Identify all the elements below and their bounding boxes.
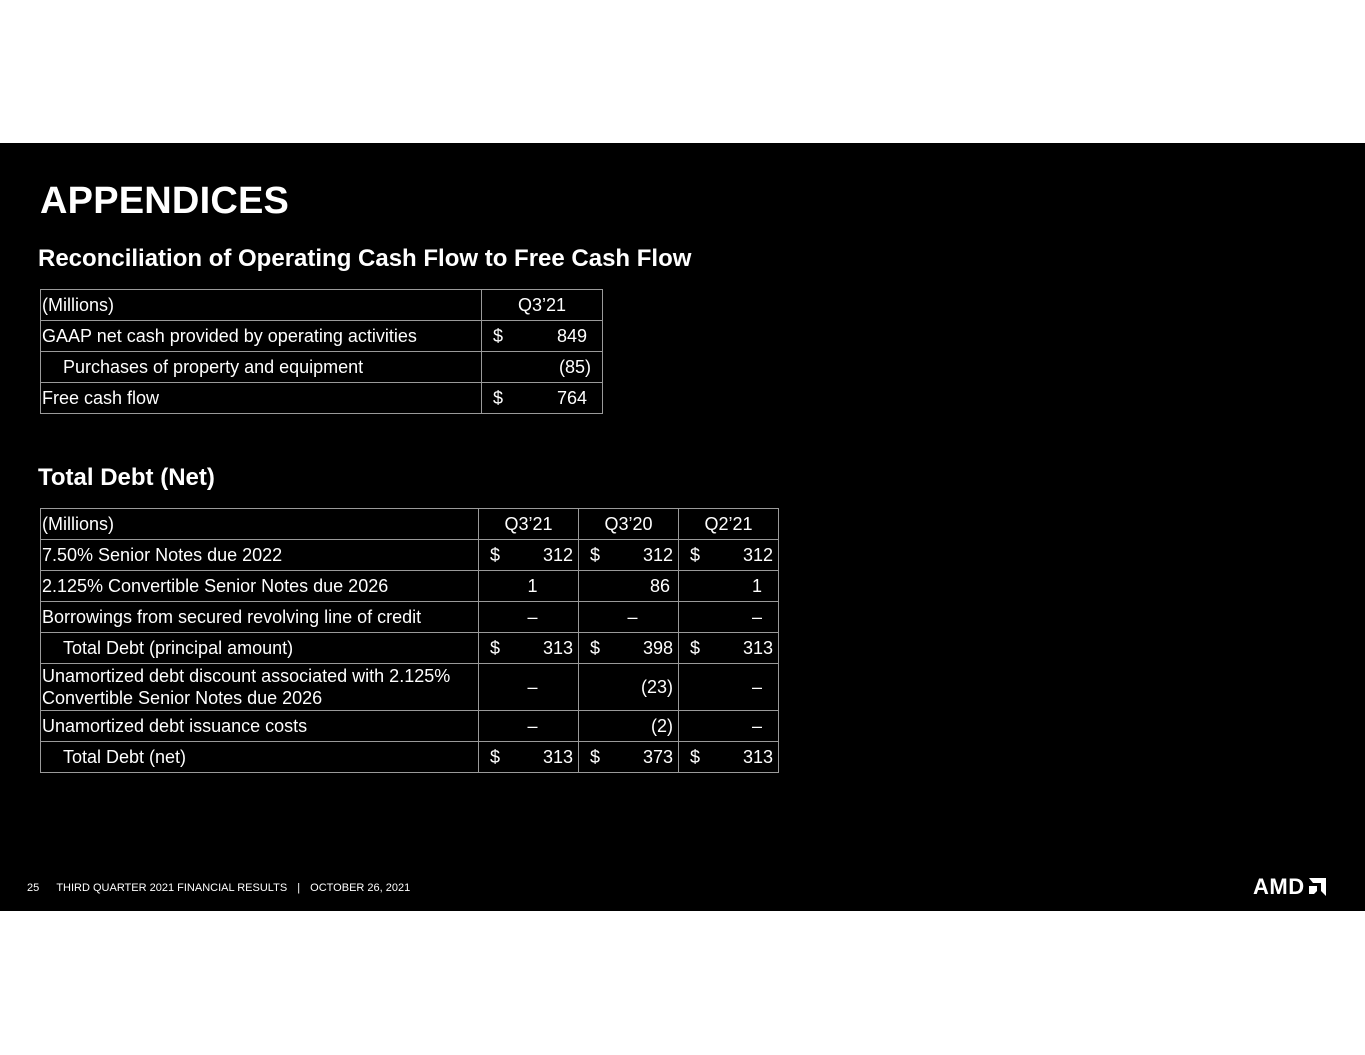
- amd-logo: [1253, 874, 1326, 899]
- column-header: Q3’21: [479, 509, 579, 540]
- value-cell: [482, 321, 603, 352]
- value-cell: [479, 571, 579, 602]
- table-row: [41, 571, 779, 602]
- table-row: [41, 540, 779, 571]
- table-row: [41, 742, 779, 773]
- slide: [0, 143, 1365, 911]
- cell-value: 86: [649, 576, 670, 596]
- currency-symbol: $: [690, 747, 701, 767]
- cell-value: –: [751, 607, 762, 627]
- value-cell: [479, 633, 579, 664]
- currency-symbol: $: [490, 545, 501, 565]
- cell-value: (23): [640, 677, 673, 697]
- value-cell: [579, 711, 679, 742]
- logo-text: AMD: [1253, 874, 1305, 899]
- table-row: [41, 602, 779, 633]
- value-cell: [679, 664, 779, 711]
- currency-symbol: $: [493, 326, 504, 346]
- table-unit-label: (Millions): [41, 509, 479, 540]
- row-label: 2.125% Convertible Senior Notes due 2026: [41, 571, 479, 602]
- value-cell: [479, 742, 579, 773]
- cell-value: 313: [742, 747, 773, 767]
- currency-symbol: $: [690, 638, 701, 658]
- section-title-fcf: Reconciliation of Operating Cash Flow to Free Cash Flow: [38, 245, 692, 272]
- cell-value: 849: [556, 326, 587, 346]
- cell-value: 1: [751, 576, 762, 596]
- table-unit-label: (Millions): [41, 290, 482, 321]
- page-number: 25: [27, 882, 40, 894]
- cell-value: 313: [742, 638, 773, 658]
- cell-value: 313: [542, 747, 573, 767]
- value-cell: [482, 383, 603, 414]
- value-cell: [479, 602, 579, 633]
- table-row: [41, 383, 603, 414]
- cell-value: 313: [542, 638, 573, 658]
- value-cell: [579, 571, 679, 602]
- row-label: Free cash flow: [41, 383, 482, 414]
- value-cell: [679, 711, 779, 742]
- report-title: THIRD QUARTER 2021 FINANCIAL RESULTS: [56, 882, 288, 894]
- cell-value: 398: [642, 638, 673, 658]
- value-cell: [579, 602, 679, 633]
- report-date: OCTOBER 26, 2021: [310, 882, 411, 894]
- row-label: Unamortized debt issuance costs: [41, 711, 479, 742]
- row-label: Total Debt (net): [41, 742, 479, 773]
- row-label: Purchases of property and equipment: [41, 352, 482, 383]
- currency-symbol: $: [490, 747, 501, 767]
- currency-symbol: $: [690, 545, 701, 565]
- cell-value: –: [527, 716, 538, 736]
- table-row: [41, 664, 779, 711]
- section-title-debt: Total Debt (Net): [38, 464, 215, 491]
- column-header: Q2’21: [679, 509, 779, 540]
- table-row: [41, 633, 779, 664]
- value-cell: [679, 571, 779, 602]
- value-cell: [579, 742, 679, 773]
- value-cell: [479, 711, 579, 742]
- row-label: 7.50% Senior Notes due 2022: [41, 540, 479, 571]
- table-header-row: [41, 509, 779, 540]
- cell-value: 373: [642, 747, 673, 767]
- currency-symbol: $: [590, 638, 601, 658]
- cell-value: –: [751, 677, 762, 697]
- cell-value: (85): [558, 357, 591, 377]
- value-cell: [579, 633, 679, 664]
- table-row: [41, 352, 603, 383]
- cell-value: –: [527, 677, 538, 697]
- value-cell: [679, 742, 779, 773]
- slide-title: APPENDICES: [40, 180, 290, 222]
- amd-arrow-icon: [1306, 878, 1326, 896]
- value-cell: [579, 664, 679, 711]
- cell-value: –: [527, 607, 538, 627]
- cell-value: 764: [556, 388, 587, 408]
- value-cell: [679, 540, 779, 571]
- footer-separator: |: [297, 882, 301, 894]
- debt-table: [40, 508, 779, 773]
- row-label: GAAP net cash provided by operating activities: [41, 321, 482, 352]
- fcf-table: [40, 289, 603, 414]
- value-cell: [679, 633, 779, 664]
- value-cell: [579, 540, 679, 571]
- slide-footer: [27, 881, 410, 895]
- cell-value: (2): [651, 716, 673, 736]
- currency-symbol: $: [590, 545, 601, 565]
- value-cell: [482, 352, 603, 383]
- cell-value: –: [627, 607, 638, 627]
- currency-symbol: $: [590, 747, 601, 767]
- column-header: Q3’21: [482, 290, 603, 321]
- table-row: [41, 711, 779, 742]
- value-cell: [679, 602, 779, 633]
- cell-value: 312: [542, 545, 573, 565]
- row-label: Total Debt (principal amount): [41, 633, 479, 664]
- cell-value: –: [751, 716, 762, 736]
- value-cell: [479, 540, 579, 571]
- row-label: Borrowings from secured revolving line of credit: [41, 602, 479, 633]
- cell-value: 1: [527, 576, 538, 596]
- currency-symbol: $: [490, 638, 501, 658]
- cell-value: 312: [642, 545, 673, 565]
- table-row: [41, 321, 603, 352]
- currency-symbol: $: [493, 388, 504, 408]
- row-label: Unamortized debt discount associated with 2.125% Convertible Senior Notes due 2026: [41, 664, 479, 711]
- column-header: Q3’20: [579, 509, 679, 540]
- cell-value: 312: [742, 545, 773, 565]
- table-header-row: [41, 290, 603, 321]
- value-cell: [479, 664, 579, 711]
